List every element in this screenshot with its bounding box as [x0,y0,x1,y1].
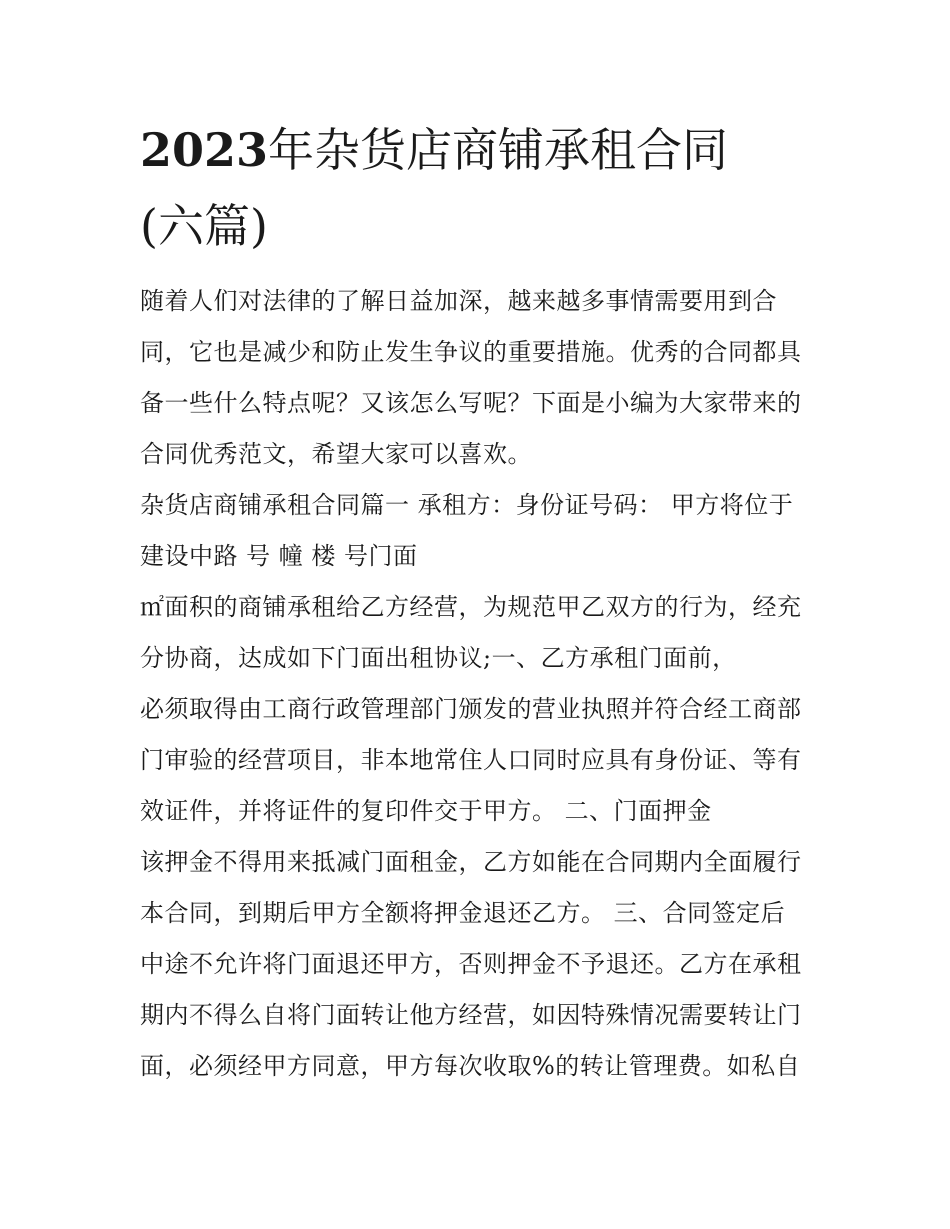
body-line: 该押金不得用来抵减门面租金，乙方如能在合同期内全面履行 [140,848,802,876]
body-line: 备一些什么特点呢？又该怎么写呢？下面是小编为大家带来的 [140,389,802,417]
body-line: 同，它也是减少和防止发生争议的重要措施。优秀的合同都具 [140,338,802,366]
document-body [140,276,820,1092]
body-line: 期内不得么自将门面转让他方经营，如因特殊情况需要转让门 [140,1001,802,1029]
body-line: 本合同，到期后甲方全额将押金退还乙方。 三、合同签定后 [140,899,786,927]
body-line: 杂货店商铺承租合同篇一 承租方：身份证号码： 甲方将位于 [140,491,794,519]
title-text: (六篇) [140,199,268,253]
title-line [140,188,840,264]
body-line: 必须取得由工商行政管理部门颁发的营业执照并符合经工商部 [140,695,802,723]
body-line: ㎡面积的商铺承租给乙方经营，为规范甲乙双方的行为，经充 [140,593,802,621]
body-line: 随着人们对法律的了解日益加深，越来越多事情需要用到合 [140,287,777,315]
body-line: 效证件，并将证件的复印件交于甲方。 二、门面押金 [140,797,712,825]
body-line: 中途不允许将门面退还甲方，否则押金不予退还。乙方在承租 [140,950,802,978]
title-year: 2023 [140,123,269,177]
title-text: 年杂货店商铺承租合同 [268,123,729,177]
body-line: 分协商，达成如下门面出租协议;一、乙方承租门面前， [140,644,737,672]
body-line: 门审验的经营项目，非本地常住人口同时应具有身份证、等有 [140,746,802,774]
body-line: 合同优秀范文，希望大家可以喜欢。 [140,440,532,468]
title-line [140,112,840,188]
body-line: 建设中路 号 幢 楼 号门面 [140,542,418,570]
document-title [140,112,840,264]
body-line: 面，必须经甲方同意，甲方每次收取%的转让管理费。如私自 [140,1052,801,1080]
